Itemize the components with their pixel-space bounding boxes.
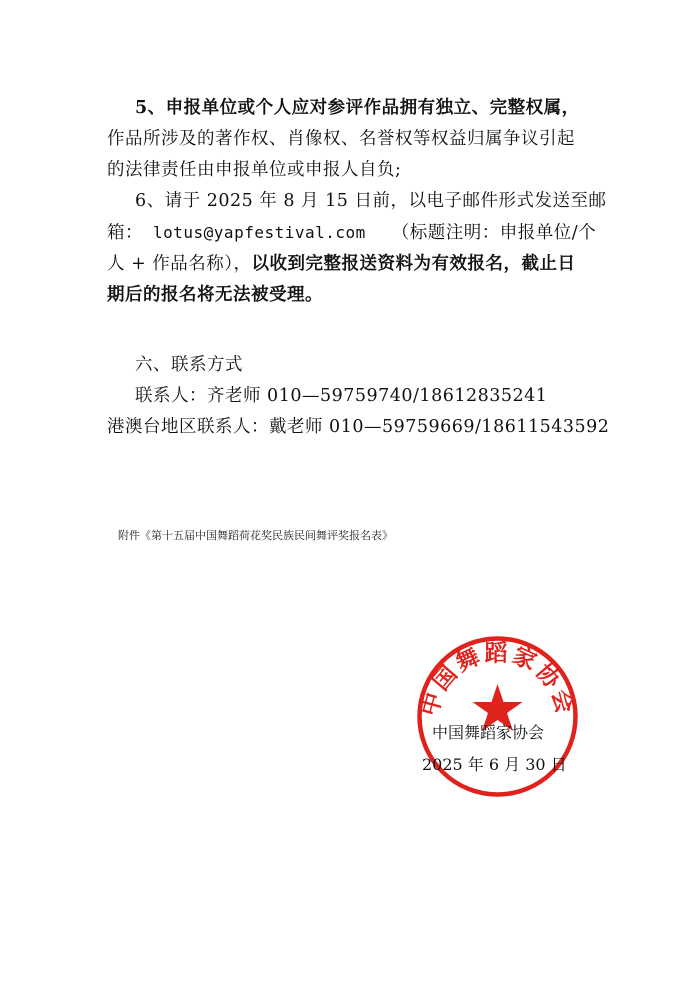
- item-6-paragraph: [107, 186, 607, 311]
- item-5-line-1: 5、申报单位或个人应对参评作品拥有独立、完整权属，: [135, 98, 580, 118]
- seal-arc-text: 中国舞蹈家协会: [415, 639, 580, 719]
- contact-section: [107, 350, 610, 443]
- email-address: lotus@yapfestival.com: [153, 223, 366, 242]
- signature-date: 2025 年 6 月 30 日: [422, 755, 567, 774]
- contact-line-2: 港澳台地区联系人：戴老师 010—59759669/18611543592: [107, 417, 610, 437]
- item-5-line-2: 作品所涉及的著作权、肖像权、名誉权等权益归属争议引起: [107, 129, 575, 149]
- contact-heading: 六、联系方式: [135, 355, 243, 375]
- attachment-note: 附件《第十五届中国舞蹈荷花奖民族民间舞评奖报名表》: [118, 529, 393, 542]
- item-6-line-4: 期后的报名将无法被受理。: [107, 285, 323, 305]
- item-6-line-1: 6、请于 2025 年 8 月 15 日前，以电子邮件形式发送至邮: [135, 191, 607, 211]
- item-6-line-2: [107, 217, 597, 249]
- item-5-paragraph: [107, 93, 597, 186]
- contact-line-1: 联系人：齐老师 010—59759740/18612835241: [135, 386, 548, 406]
- item-6-title-note-end: 人 + 作品名称），: [107, 254, 252, 274]
- item-6-line-3: [107, 249, 597, 280]
- item-6-validity-note: 以收到完整报送资料为有效报名，截止日: [251, 254, 576, 274]
- item-5-line-3: 的法律责任由申报单位或申报人自负;: [107, 160, 402, 180]
- signature-organization: 中国舞蹈家协会: [432, 723, 545, 742]
- item-6-email-prefix: 箱：: [107, 223, 143, 243]
- item-6-title-note: （标题注明：申报单位/个: [391, 223, 597, 243]
